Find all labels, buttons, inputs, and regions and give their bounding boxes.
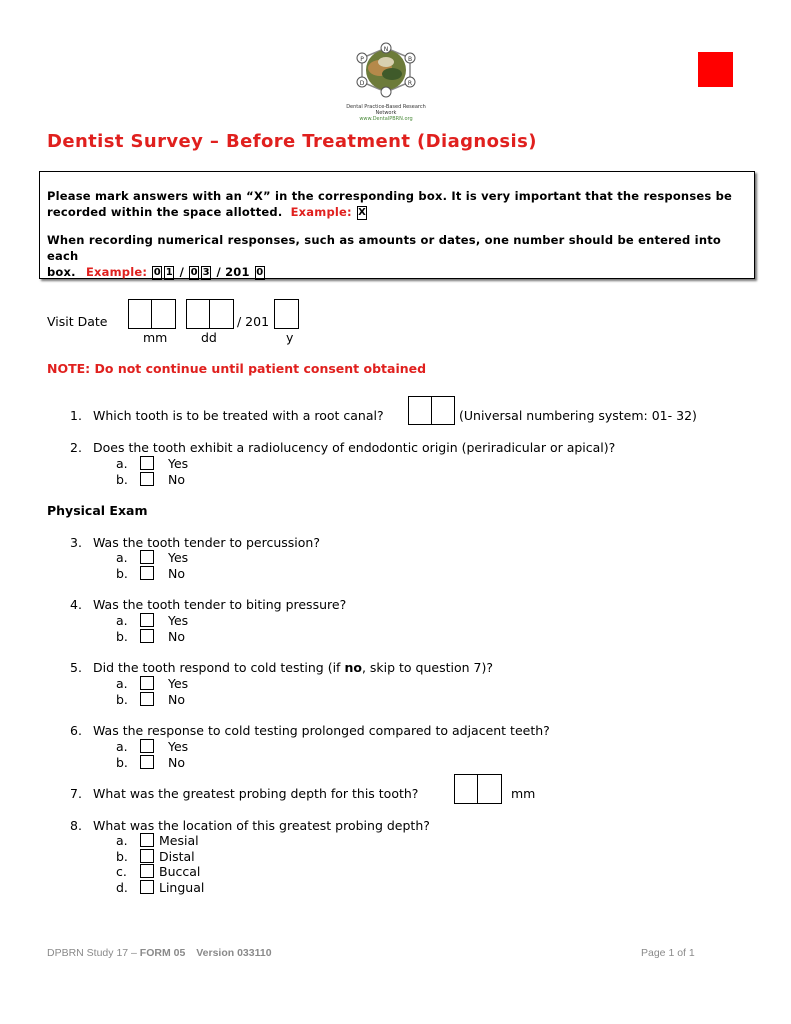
question-6-text: Was the response to cold testing prolonged compared to adjacent teeth?	[93, 723, 550, 738]
visit-month-digit-2[interactable]	[151, 299, 176, 329]
option-letter: a.	[116, 456, 128, 471]
svg-text:R: R	[407, 80, 413, 87]
footer-page-number: Page 1 of 1	[641, 947, 695, 959]
option-letter: a.	[116, 676, 128, 691]
instructions-line-3: When recording numerical responses, such as amounts or dates, one number should be entered into each	[47, 233, 722, 263]
visit-y-label: y	[286, 330, 294, 345]
instructions-line-4: box. Example: 0 1 / 0 3 / 201 0	[47, 265, 264, 279]
example-digit-box: 0	[256, 266, 264, 278]
visit-year-prefix: / 201	[237, 314, 270, 329]
option-letter: a.	[116, 833, 128, 848]
option-letter: b.	[116, 629, 128, 644]
option-label: Yes	[168, 676, 189, 691]
option-letter: a.	[116, 613, 128, 628]
q2-yes-checkbox[interactable]	[140, 456, 154, 470]
option-letter: d.	[116, 880, 128, 895]
option-label: Yes	[168, 613, 189, 628]
q1-tooth-digit-2[interactable]	[431, 396, 455, 425]
physical-exam-heading: Physical Exam	[47, 503, 148, 518]
q5-no-checkbox[interactable]	[140, 692, 154, 706]
option-label: No	[168, 472, 185, 487]
q7-depth-digit-1[interactable]	[454, 774, 479, 804]
option-letter: b.	[116, 566, 128, 581]
question-5-text: Did the tooth respond to cold testing (if no, skip to question 7)?	[93, 660, 493, 675]
q8-lingual-checkbox[interactable]	[140, 880, 154, 894]
question-7-suffix: mm	[511, 786, 536, 801]
q6-yes-checkbox[interactable]	[140, 739, 154, 753]
option-label: Buccal	[159, 864, 201, 879]
question-2-text: Does the tooth exhibit a radiolucency of endodontic origin (periradicular or apical)?	[93, 440, 616, 455]
visit-day-digit-1[interactable]	[186, 299, 211, 329]
svg-text:P: P	[360, 56, 364, 63]
question-7-text: What was the greatest probing depth for this tooth?	[93, 786, 419, 801]
logo-caption: Dental Practice-Based Research Network	[346, 104, 426, 116]
logo-graphic	[340, 40, 432, 100]
question-1-number: 1.	[70, 408, 82, 423]
option-label: Mesial	[159, 833, 199, 848]
q8-buccal-checkbox[interactable]	[140, 864, 154, 878]
option-label: No	[168, 566, 185, 581]
question-1-text: Which tooth is to be treated with a root canal?	[93, 408, 384, 423]
question-2-number: 2.	[70, 440, 82, 455]
question-8-number: 8.	[70, 818, 82, 833]
svg-text:B: B	[407, 56, 413, 63]
option-label: No	[168, 629, 185, 644]
visit-day-digit-2[interactable]	[209, 299, 234, 329]
svg-text:N: N	[383, 46, 389, 53]
visit-year-digit[interactable]	[274, 299, 299, 329]
q2-no-checkbox[interactable]	[140, 472, 154, 486]
option-letter: a.	[116, 550, 128, 565]
option-label: Yes	[168, 456, 189, 471]
example-digit-box: 0	[190, 266, 198, 278]
red-marker-square	[698, 52, 733, 87]
page-title: Dentist Survey – Before Treatment (Diagnosis)	[47, 131, 537, 152]
question-3-number: 3.	[70, 535, 82, 550]
option-label: Distal	[159, 849, 195, 864]
example-digit-box: 0	[153, 266, 161, 278]
option-letter: b.	[116, 755, 128, 770]
q3-yes-checkbox[interactable]	[140, 550, 154, 564]
example-digit-box: 3	[202, 266, 210, 278]
option-label: Lingual	[159, 880, 205, 895]
q7-depth-digit-2[interactable]	[477, 774, 502, 804]
question-5-number: 5.	[70, 660, 82, 675]
option-letter: b.	[116, 849, 128, 864]
svg-text:D: D	[359, 80, 365, 87]
visit-dd-label: dd	[201, 330, 217, 345]
q3-no-checkbox[interactable]	[140, 566, 154, 580]
option-letter: b.	[116, 472, 128, 487]
question-1-suffix: (Universal numbering system: 01- 32)	[459, 408, 697, 423]
q6-no-checkbox[interactable]	[140, 755, 154, 769]
q1-tooth-digit-1[interactable]	[408, 396, 432, 425]
visit-month-digit-1[interactable]	[128, 299, 153, 329]
option-letter: a.	[116, 739, 128, 754]
option-letter: c.	[116, 864, 127, 879]
visit-date-label: Visit Date	[47, 314, 108, 329]
question-6-number: 6.	[70, 723, 82, 738]
example-x-box: X	[358, 206, 366, 218]
q8-mesial-checkbox[interactable]	[140, 833, 154, 847]
question-3-text: Was the tooth tender to percussion?	[93, 535, 320, 550]
option-label: Yes	[168, 739, 189, 754]
q4-no-checkbox[interactable]	[140, 629, 154, 643]
option-label: Yes	[168, 550, 189, 565]
q8-distal-checkbox[interactable]	[140, 849, 154, 863]
question-4-number: 4.	[70, 597, 82, 612]
visit-mm-label: mm	[143, 330, 168, 345]
option-label: No	[168, 692, 185, 707]
question-4-text: Was the tooth tender to biting pressure?	[93, 597, 347, 612]
q4-yes-checkbox[interactable]	[140, 613, 154, 627]
footer-left: DPBRN Study 17 – FORM 05 Version 033110	[47, 947, 272, 959]
instructions-box	[39, 171, 755, 279]
question-8-text: What was the location of this greatest probing depth?	[93, 818, 430, 833]
consent-note: NOTE: Do not continue until patient consent obtained	[47, 361, 427, 376]
option-label: No	[168, 755, 185, 770]
dpbrn-logo	[340, 40, 432, 122]
example-digit-box: 1	[165, 266, 173, 278]
instructions-line-1: Please mark answers with an “X” in the corresponding box. It is very important that the responses be	[47, 189, 733, 203]
instructions-line-2: recorded within the space allotted. Example: X	[47, 205, 366, 219]
question-7-number: 7.	[70, 786, 82, 801]
example-2-label: Example:	[85, 265, 148, 279]
option-letter: b.	[116, 692, 128, 707]
logo-url: www.DentalPBRN.org	[359, 116, 413, 122]
example-label: Example:	[290, 205, 352, 219]
q5-yes-checkbox[interactable]	[140, 676, 154, 690]
